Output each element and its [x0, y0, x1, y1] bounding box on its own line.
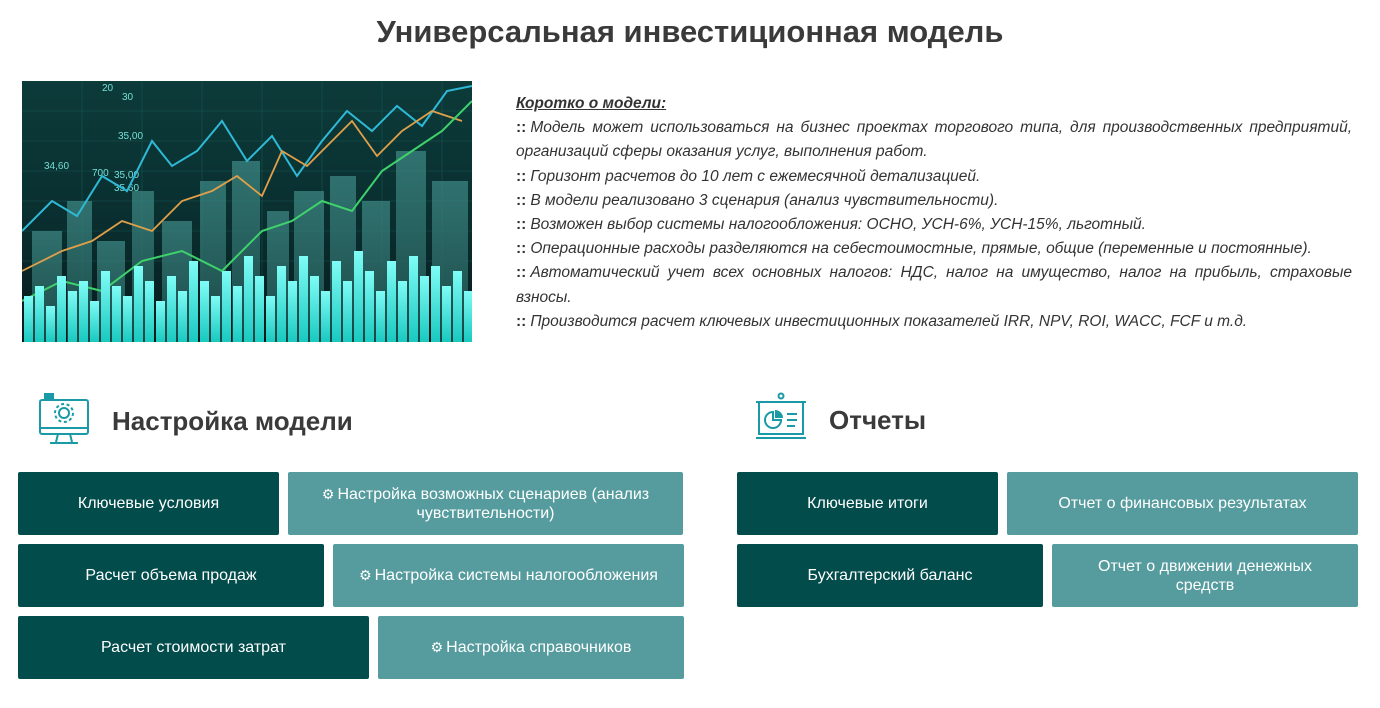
svg-text:34,60: 34,60	[44, 161, 70, 172]
key-results-label: Ключевые итоги	[807, 495, 928, 512]
reports-section-header	[755, 392, 926, 449]
cost-calc-button[interactable]	[18, 616, 369, 679]
directories-settings-button[interactable]	[378, 616, 684, 679]
cash-flow-report-label: Отчет о движении денежных средств	[1098, 557, 1312, 594]
gear-icon: ⚙	[359, 567, 372, 583]
sales-volume-button[interactable]	[18, 544, 324, 607]
scenarios-settings-label: ⚙ Настройка возможных сценариев (анализ чувствительности)	[321, 485, 650, 522]
about-item: :: В модели реализовано 3 сценария (анализ чувствительности).	[516, 191, 999, 209]
balance-sheet-button[interactable]	[737, 544, 1043, 607]
svg-text:35,60: 35,60	[114, 183, 140, 194]
financial-results-report-label: Отчет о финансовых результатах	[1058, 495, 1307, 512]
svg-text:30: 30	[122, 92, 134, 103]
balance-sheet-label: Бухгалтерский баланс	[807, 567, 973, 584]
page-title: Универсальная инвестиционная модель	[376, 14, 1004, 49]
about-item: :: Модель может использоваться на бизнес проектах торгового типа, для производственных предприятий, организаций сферы оказания услуг, выполнения работ.	[516, 119, 1352, 161]
key-results-button[interactable]	[737, 472, 998, 535]
cash-flow-report-button[interactable]	[1052, 544, 1358, 607]
about-item: :: Возможен выбор системы налогообложения: ОСНО, УСН-6%, УСН-15%, льготный.	[516, 216, 1146, 234]
svg-text:20: 20	[102, 83, 114, 94]
monitor-gear-icon	[38, 392, 90, 451]
key-conditions-label: Ключевые условия	[77, 495, 220, 512]
tax-system-settings-label: ⚙ Настройка системы налогообложения	[359, 567, 658, 584]
financial-results-report-button[interactable]	[1007, 472, 1358, 535]
svg-text:35,00: 35,00	[114, 170, 140, 181]
about-heading: Коротко о модели:	[516, 95, 667, 112]
about-model	[516, 92, 1352, 334]
reports-section-title: Отчеты	[829, 405, 927, 435]
about-item: :: Автоматический учет всех основных налогов: НДС, налог на имущество, налог на прибыль, страховые взносы.	[516, 264, 1352, 306]
cost-calc-label: Расчет стоимости затрат	[101, 639, 286, 656]
svg-text:700: 700	[92, 168, 109, 179]
directories-settings-label: ⚙ Настройка справочников	[430, 639, 632, 656]
about-item: :: Операционные расходы разделяются на себестоимостные, прямые, общие (переменные и постоянные).	[516, 240, 1312, 258]
about-item: :: Производится расчет ключевых инвестиционных показателей IRR, NPV, ROI, WACC, FCF и т.д.	[516, 312, 1248, 330]
gear-icon: ⚙	[321, 485, 335, 502]
about-item: :: Горизонт расчетов до 10 лет с ежемесячной детализацией.	[516, 167, 981, 185]
key-conditions-button[interactable]	[18, 472, 279, 535]
settings-section-header	[38, 392, 353, 451]
scenarios-settings-button[interactable]	[288, 472, 683, 535]
svg-text:35,00: 35,00	[118, 131, 144, 142]
tax-system-settings-button[interactable]	[333, 544, 684, 607]
stock-chart-image	[22, 81, 472, 342]
sales-volume-label: Расчет объема продаж	[85, 567, 257, 584]
presentation-board-icon	[755, 392, 807, 449]
gear-icon: ⚙	[430, 639, 444, 655]
settings-section-title: Настройка модели	[112, 406, 353, 436]
